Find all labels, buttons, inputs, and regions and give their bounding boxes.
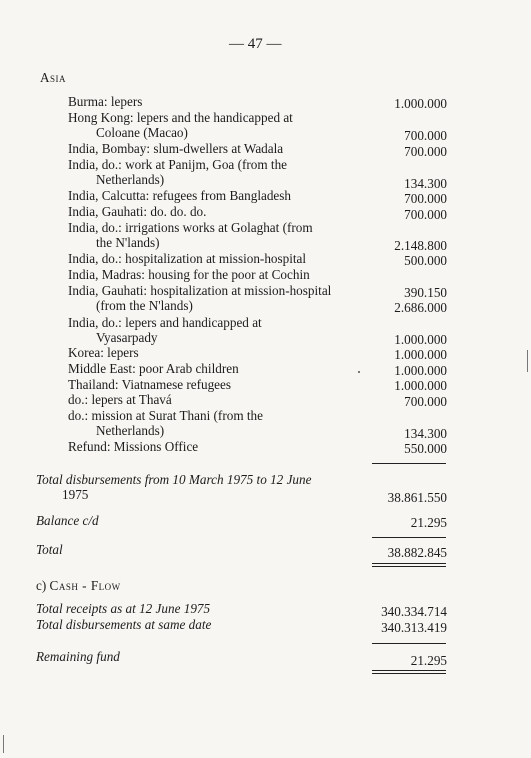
total-disbursements-label: Total disbursements from 10 March 1975 to 12 June	[36, 472, 312, 487]
total-disbursements-date-amount: 340.313.419	[381, 620, 447, 635]
cash-flow-heading	[36, 578, 121, 593]
entry-label-cont: Coloane (Macao)	[96, 125, 188, 140]
entry-amount: 134.300	[404, 176, 447, 191]
entry-amount: 2.686.000	[394, 300, 447, 315]
remaining-double-rule	[372, 670, 446, 671]
remaining-rule	[372, 643, 446, 644]
entry-label: India, do.: irrigations works at Golaghat (from	[68, 220, 313, 235]
entry-label: Hong Kong: lepers and the handicapped at	[68, 110, 293, 125]
entry-label: India, Calcutta: refugees from Bangladesh	[68, 188, 292, 203]
total-disbursements-amount: 38.861.550	[387, 490, 447, 505]
page-number: — 47 —	[229, 36, 282, 52]
total-amount: 38.882.845	[387, 545, 447, 560]
total-double-rule	[372, 563, 446, 564]
total-label: Total	[36, 542, 63, 557]
entry-label: Thailand: Viatnamese refugees	[68, 377, 232, 392]
entry-amount: 2.148.800	[394, 238, 447, 253]
entry-amount: 500.000	[404, 253, 447, 268]
entry-label: India, Bombay: slum-dwellers at Wadala	[68, 141, 284, 156]
entry-label: Refund: Missions Office	[68, 439, 199, 454]
total-rule	[372, 537, 446, 538]
balance-label: Balance c/d	[36, 513, 99, 528]
entry-label: India, Gauhati: do. do. do.	[68, 204, 207, 219]
cash-flow-prefix: c)	[36, 578, 47, 593]
scan-mark	[527, 350, 528, 372]
cash-flow-title: Cash - Flow	[49, 578, 121, 593]
entry-amount: 1.000.000	[394, 96, 447, 111]
scan-mark	[358, 371, 360, 373]
entry-label: India, do.: work at Panijm, Goa (from the	[68, 157, 288, 172]
entry-amount: 1.000.000	[394, 378, 447, 393]
entry-label-cont: (from the N'lands)	[96, 298, 193, 313]
total-double-rule	[372, 566, 446, 567]
entry-amount: 700.000	[404, 128, 447, 143]
entry-amount: 390.150	[404, 285, 447, 300]
entry-amount: 700.000	[404, 144, 447, 159]
entry-label: Korea: lepers	[68, 345, 139, 360]
entry-label: Burma: lepers	[68, 94, 143, 109]
entry-label-cont: Netherlands)	[96, 423, 165, 438]
remaining-double-rule	[372, 673, 446, 674]
remaining-fund-label: Remaining fund	[36, 649, 120, 664]
entry-label-cont: Vyasarpady	[96, 330, 158, 345]
entry-label: India, do.: lepers and handicapped at	[68, 315, 262, 330]
entry-amount: 1.000.000	[394, 363, 447, 378]
subtotal-rule	[372, 463, 446, 464]
entry-amount: 1.000.000	[394, 347, 447, 362]
entry-amount: 550.000	[404, 441, 447, 456]
entry-label-cont: the N'lands)	[96, 235, 160, 250]
entry-label: India, Madras: housing for the poor at Cochin	[68, 267, 310, 282]
scan-mark	[3, 735, 4, 753]
balance-amount: 21.295	[410, 515, 447, 530]
entry-amount: 700.000	[404, 394, 447, 409]
remaining-fund-amount: 21.295	[410, 653, 447, 668]
entry-amount: 700.000	[404, 207, 447, 222]
total-disbursements-date-label: Total disbursements at same date	[36, 617, 212, 632]
section-heading-asia: Asia	[40, 70, 67, 85]
entry-label: India, Gauhati: hospitalization at mission-hospital	[68, 283, 332, 298]
total-receipts-label: Total receipts as at 12 June 1975	[36, 601, 211, 616]
entry-label: Middle East: poor Arab children	[68, 361, 239, 376]
total-disbursements-label-cont: 1975	[62, 487, 89, 502]
total-receipts-amount: 340.334.714	[381, 604, 447, 619]
entry-amount: 134.300	[404, 426, 447, 441]
entry-label: India, do.: hospitalization at mission-hospital	[68, 251, 307, 266]
entry-amount: 1.000.000	[394, 332, 447, 347]
entry-amount: 700.000	[404, 191, 447, 206]
entry-label: do.: mission at Surat Thani (from the	[68, 408, 263, 423]
entry-label: do.: lepers at Thavá	[68, 392, 172, 407]
entry-label-cont: Netherlands)	[96, 172, 165, 187]
